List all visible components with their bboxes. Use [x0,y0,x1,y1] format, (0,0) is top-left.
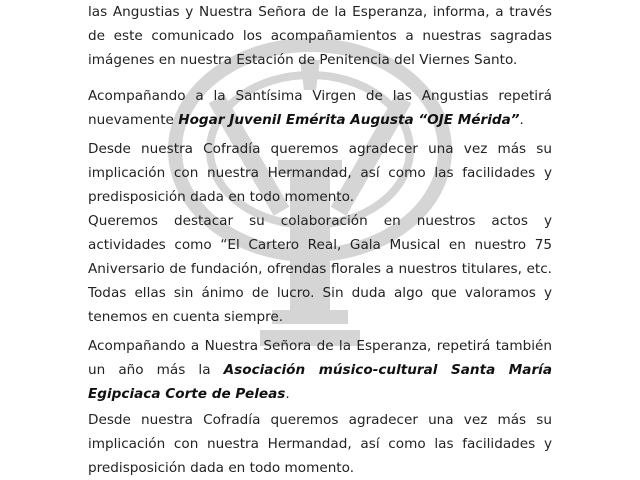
paragraph-4 [88,209,552,329]
paragraph-3 [88,137,552,209]
paragraph-5 [88,334,552,406]
paragraph-6 [88,408,552,480]
paragraph-3-text: Desde nuestra Cofradía queremos agradecer una vez más su implicación con nuestra Hermandad, así como las facilidades y predisposición dada en todo momento. [88,141,552,205]
paragraph-5-text: Acompañando a Nuestra Señora de la Esperanza, repetirá también un año más la [88,338,552,378]
paragraph-1-text: las Angustias y Nuestra Señora de la Esperanza, informa, a través de este comunicado los acompañamientos a nuestras sagradas imágenes en nuestra Estación de Penitencia del Viernes Santo. [88,4,552,68]
paragraph-4-text: Queremos destacar su colaboración en nuestros actos y actividades como “El Cartero Real, Gala Musical en nuestro 75 Aniversario de fundación, ofrendas florales a nuestros titulares, etc. Todas ellas sin ánimo de lucro. Sin duda algo que valoramos y tenemos en cuenta siempre. [88,213,552,325]
paragraph-2 [88,84,552,132]
paragraph-2-end: . [519,112,524,128]
paragraph-6-text: Desde nuestra Cofradía queremos agradecer una vez más su implicación con nuestra Hermandad, así como las facilidades y predisposición dada en todo momento. [88,412,552,476]
paragraph-2-highlight: Hogar Juvenil Emérita Augusta “OJE Mérida” [178,112,520,128]
paragraph-1 [88,0,552,72]
paragraph-2-text: Acompañando a la Santísima Virgen de las Angustias repetirá nuevamente [88,88,552,128]
paragraph-5-end: . [285,386,290,402]
paragraph-5-highlight: Asociación músico-cultural Santa María Egipciaca Corte de Peleas [88,362,552,402]
